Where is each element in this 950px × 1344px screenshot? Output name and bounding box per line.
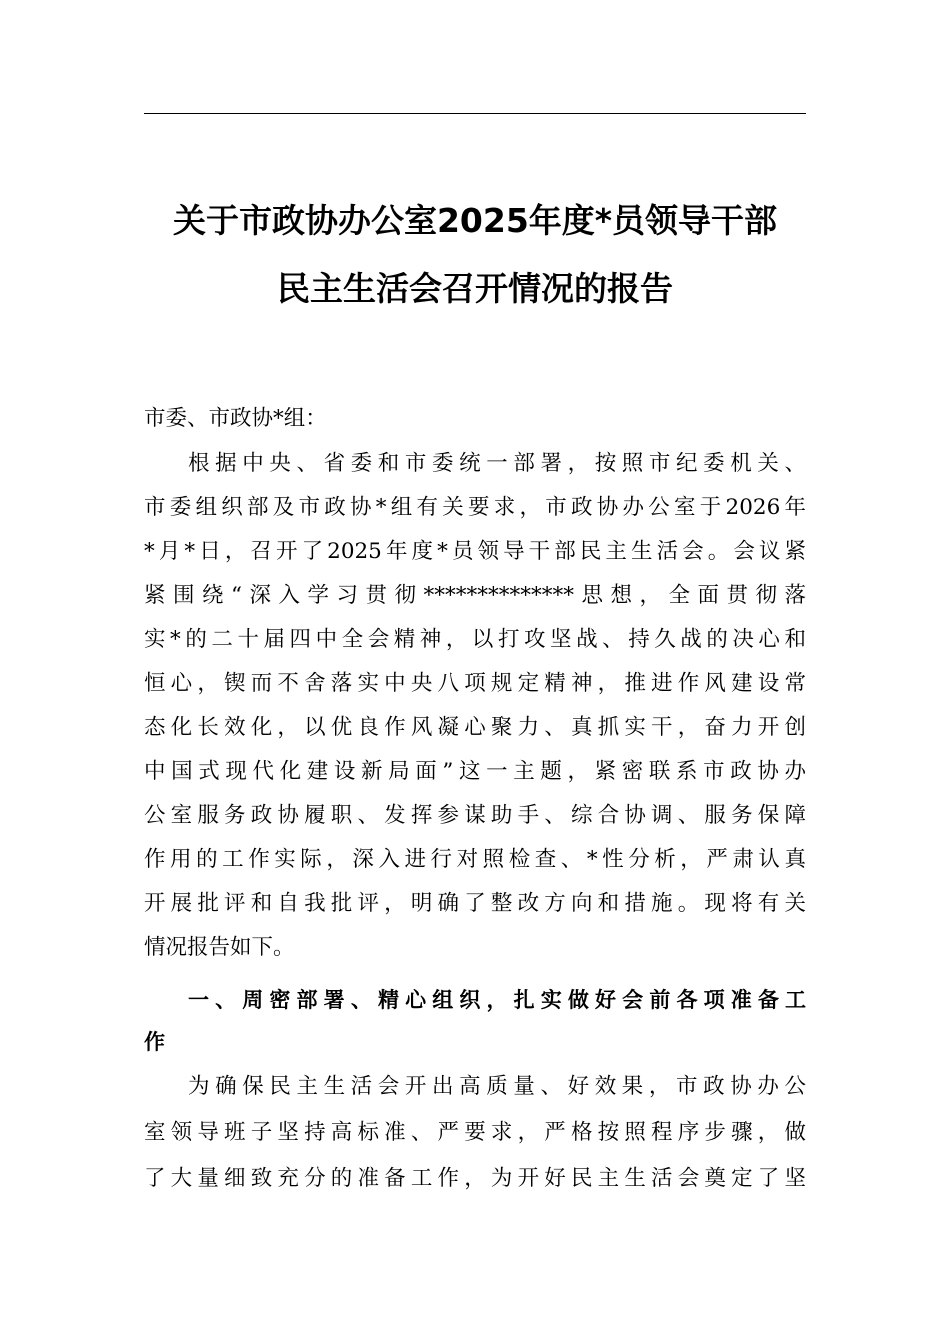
paragraph-1-line: 恒心，锲而不舍落实中央八项规定精神，推进作风建设常 <box>144 671 806 696</box>
section-heading-1: 一、周密部署、精心组织，扎实做好会前各项准备工 <box>188 988 806 1012</box>
paragraph-1-line: 开展批评和自我批评，明确了整改方向和措施。现将有关 <box>144 891 806 916</box>
salutation: 市委、市政协*组： <box>144 406 327 431</box>
title-line-2: 民主生活会召开情况的报告 <box>277 269 673 308</box>
paragraph-1-line: 中国式现代化建设新局面”这一主题，紧密联系市政协办 <box>144 759 806 784</box>
paragraph-1-line: 市委组织部及市政协*组有关要求，市政协办公室于2026年 <box>144 495 806 520</box>
paragraph-1-line: 根据中央、省委和市委统一部署，按照市纪委机关、 <box>188 451 806 476</box>
paragraph-1-line: 紧围绕“深入学习贯彻**************思想，全面贯彻落 <box>144 583 806 608</box>
title-line-1: 关于市政协办公室2025年度*员领导干部 <box>172 201 778 240</box>
paragraph-2-line: 了大量细致充分的准备工作，为开好民主生活会奠定了坚 <box>144 1166 806 1191</box>
paragraph-1-line: 态化长效化，以优良作风凝心聚力、真抓实干，奋力开创 <box>144 715 806 740</box>
header-rule <box>144 113 806 114</box>
paragraph-1-line: 实*的二十届四中全会精神，以打攻坚战、持久战的决心和 <box>144 627 806 652</box>
section-heading-1-continued: 作 <box>144 1030 165 1054</box>
paragraph-1-line: *月*日，召开了2025年度*员领导干部民主生活会。会议紧 <box>144 539 806 564</box>
paragraph-2-line: 为确保民主生活会开出高质量、好效果，市政协办公 <box>188 1074 806 1099</box>
paragraph-1-line: 情况报告如下。 <box>144 935 295 960</box>
paragraph-1-line: 公室服务政协履职、发挥参谋助手、综合协调、服务保障 <box>144 803 806 828</box>
paragraph-2-line: 室领导班子坚持高标准、严要求，严格按照程序步骤，做 <box>144 1120 806 1145</box>
paragraph-1-line: 作用的工作实际，深入进行对照检查、*性分析，严肃认真 <box>144 847 806 872</box>
